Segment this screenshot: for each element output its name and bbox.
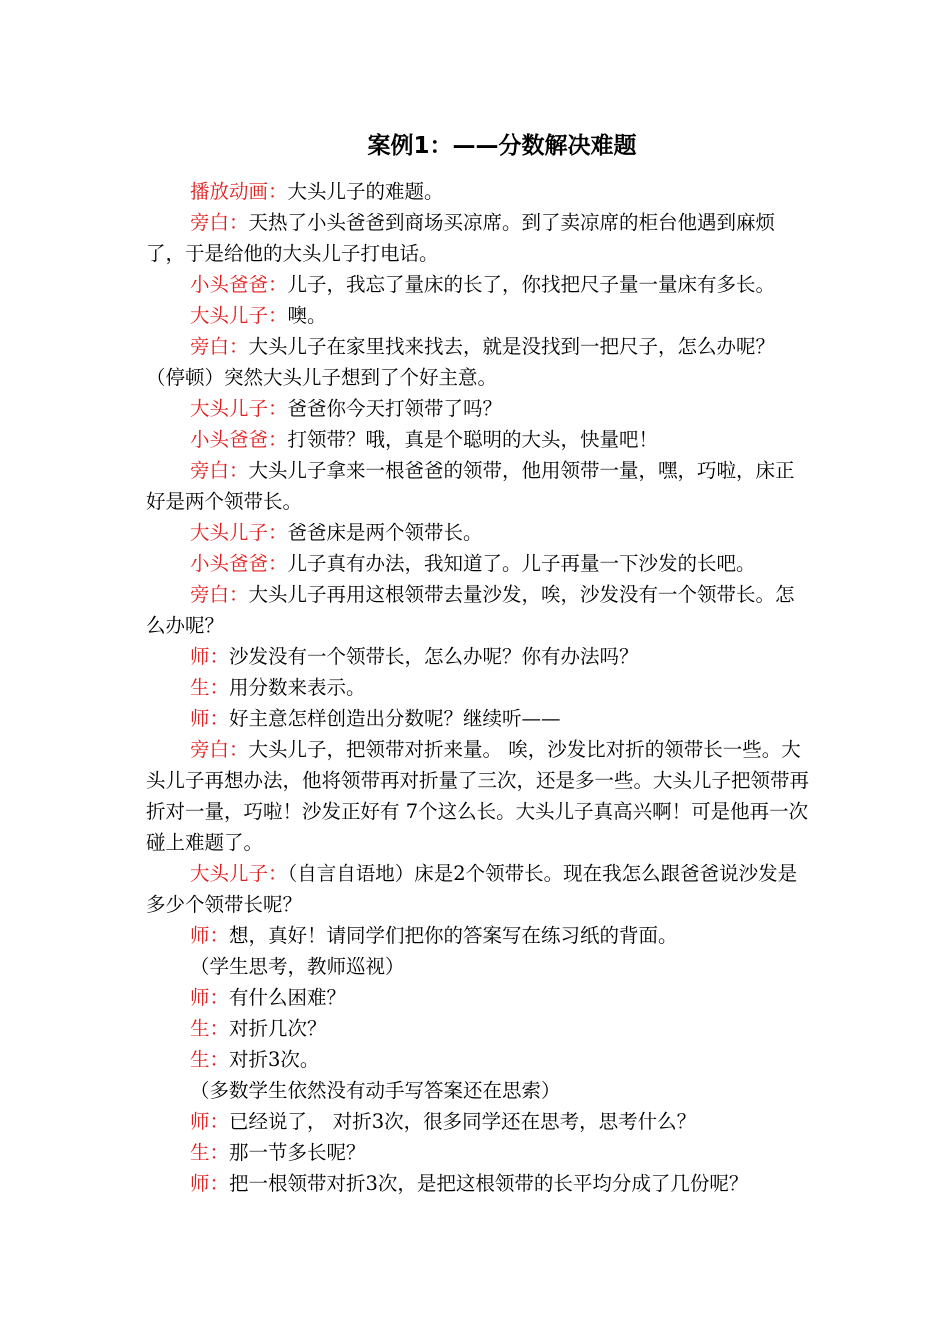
dialogue-paragraph bbox=[146, 1168, 810, 1199]
speaker-label: 大头儿子： bbox=[190, 397, 288, 420]
dialogue-paragraph bbox=[146, 1106, 810, 1137]
document-title: 案例1：——分数解决难题 bbox=[367, 133, 637, 159]
dialogue-paragraph bbox=[146, 207, 810, 269]
speaker-label: 师： bbox=[190, 1172, 230, 1195]
dialogue-text: 天热了小头爸爸到商场买凉席。到了卖凉席的柜台他遇到麻烦了，于是给他的大头儿子打电话。 bbox=[146, 211, 776, 265]
dialogue-text: （多数学生依然没有动手写答案还在思索） bbox=[190, 1079, 561, 1102]
speaker-label: 生： bbox=[190, 1048, 230, 1071]
speaker-label: 师： bbox=[190, 707, 230, 730]
speaker-label: 大头儿子： bbox=[190, 862, 288, 885]
speaker-label: 生： bbox=[190, 676, 230, 699]
speaker-label: 小头爸爸： bbox=[190, 552, 288, 575]
dialogue-text: 有什么困难？ bbox=[229, 986, 347, 1009]
dialogue-paragraph bbox=[146, 951, 810, 982]
speaker-label: 旁白： bbox=[190, 583, 249, 606]
dialogue-paragraph bbox=[146, 579, 810, 641]
dialogue-paragraph bbox=[146, 517, 810, 548]
dialogue-paragraph bbox=[146, 1137, 810, 1168]
dialogue-text: 打领带？哦，真是个聪明的大头，快量吧！ bbox=[287, 428, 659, 451]
dialogue-text: 大头儿子的难题。 bbox=[287, 180, 444, 203]
dialogue-paragraph bbox=[146, 672, 810, 703]
dialogue-text: 沙发没有一个领带长，怎么办呢？你有办法吗？ bbox=[229, 645, 639, 668]
dialogue-text: 儿子，我忘了量床的长了，你找把尺子量一量床有多长。 bbox=[287, 273, 776, 296]
dialogue-paragraph bbox=[146, 331, 810, 393]
dialogue-paragraph bbox=[146, 393, 810, 424]
dialogue-paragraph bbox=[146, 269, 810, 300]
dialogue-paragraph bbox=[146, 920, 810, 951]
speaker-label: 小头爸爸： bbox=[190, 428, 288, 451]
dialogue-paragraph bbox=[146, 1013, 810, 1044]
dialogue-paragraph bbox=[146, 1044, 810, 1075]
dialogue-paragraph bbox=[146, 424, 810, 455]
dialogue-text: 大头儿子再用这根领带去量沙发，唉，沙发没有一个领带长。怎么办呢？ bbox=[146, 583, 795, 637]
dialogue-text: 爸爸床是两个领带长。 bbox=[287, 521, 483, 544]
dialogue-text: 儿子真有办法，我知道了。儿子再量一下沙发的长吧。 bbox=[287, 552, 756, 575]
dialogue-paragraph bbox=[146, 548, 810, 579]
dialogue-text: 大头儿子在家里找来找去，就是没找到一把尺子，怎么办呢？（停顿）突然大头儿子想到了个好主意。 bbox=[146, 335, 776, 389]
speaker-label: 师： bbox=[190, 1110, 230, 1133]
dialogue-text: 把一根领带对折3次，是把这根领带的长平均分成了几份呢？ bbox=[229, 1172, 749, 1195]
dialogue-paragraph bbox=[146, 641, 810, 672]
speaker-label: 生： bbox=[190, 1141, 230, 1164]
speaker-label: 师： bbox=[190, 924, 230, 947]
dialogue-text: 大头儿子拿来一根爸爸的领带，他用领带一量，嘿，巧啦，床正好是两个领带长。 bbox=[146, 459, 795, 513]
document-body bbox=[146, 176, 810, 1199]
dialogue-text: 爸爸你今天打领带了吗？ bbox=[287, 397, 503, 420]
dialogue-text: 那一节多长呢？ bbox=[229, 1141, 366, 1164]
speaker-label: 播放动画： bbox=[190, 180, 288, 203]
dialogue-paragraph bbox=[146, 176, 810, 207]
dialogue-text: 用分数来表示。 bbox=[229, 676, 366, 699]
dialogue-text: 噢。 bbox=[287, 304, 327, 327]
dialogue-text: （自言自语地）床是2个领带长。现在我怎么跟爸爸说沙发是多少个领带长呢？ bbox=[146, 862, 798, 916]
speaker-label: 师： bbox=[190, 645, 230, 668]
dialogue-paragraph bbox=[146, 858, 810, 920]
speaker-label: 旁白： bbox=[190, 211, 249, 234]
dialogue-paragraph bbox=[146, 734, 810, 858]
dialogue-text: 好主意怎样创造出分数呢？继续听—— bbox=[229, 707, 561, 730]
speaker-label: 师： bbox=[190, 986, 230, 1009]
speaker-label: 旁白： bbox=[190, 459, 249, 482]
dialogue-text: 对折3次。 bbox=[229, 1048, 320, 1071]
speaker-label: 小头爸爸： bbox=[190, 273, 288, 296]
dialogue-text: 已经说了， 对折3次，很多同学还在思考，思考什么？ bbox=[229, 1110, 697, 1133]
dialogue-paragraph bbox=[146, 982, 810, 1013]
speaker-label: 旁白： bbox=[190, 738, 249, 761]
dialogue-text: 对折几次？ bbox=[229, 1017, 327, 1040]
speaker-label: 大头儿子： bbox=[190, 304, 288, 327]
dialogue-paragraph bbox=[146, 455, 810, 517]
dialogue-paragraph bbox=[146, 300, 810, 331]
speaker-label: 旁白： bbox=[190, 335, 249, 358]
document-page bbox=[146, 124, 810, 1199]
dialogue-text: 想，真好！请同学们把你的答案写在练习纸的背面。 bbox=[229, 924, 678, 947]
dialogue-text: 大头儿子，把领带对折来量。 唉，沙发比对折的领带长一些。大头儿子再想办法，他将领带再对折量了三次，还是多一些。大头儿子把领带再折对一量，巧啦！沙发正好有 7个这么长。大头儿子真高兴啊！可是他再一次碰上难题了。 bbox=[146, 738, 810, 854]
speaker-label: 生： bbox=[190, 1017, 230, 1040]
speaker-label: 大头儿子： bbox=[190, 521, 288, 544]
dialogue-text: （学生思考，教师巡视） bbox=[190, 955, 405, 978]
dialogue-paragraph bbox=[146, 703, 810, 734]
dialogue-paragraph bbox=[146, 1075, 810, 1106]
